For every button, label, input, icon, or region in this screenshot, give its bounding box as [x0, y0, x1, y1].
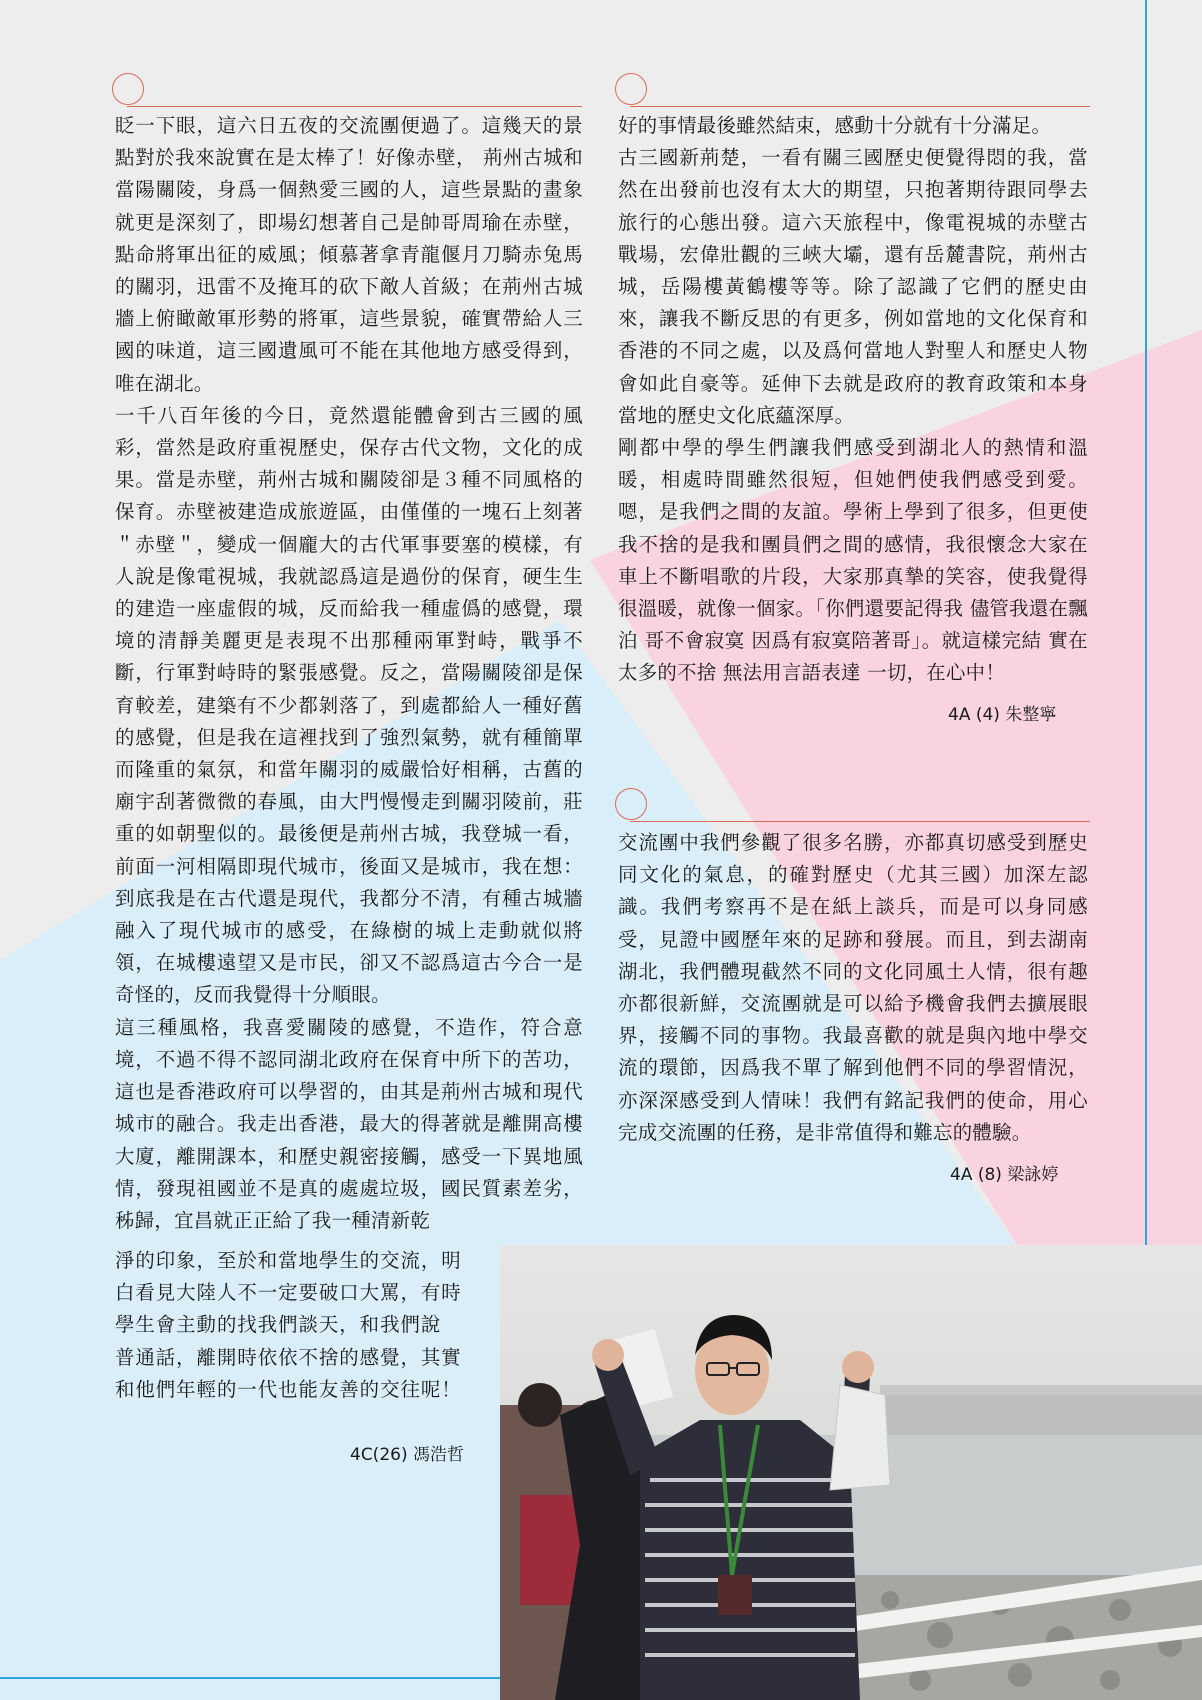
- circle-icon: [615, 788, 647, 820]
- photo-illustration: [500, 1245, 1202, 1700]
- divider-line: [630, 821, 1090, 822]
- article-1-paragraph: 一千八百年後的今日，竟然還能體會到古三國的風彩，當然是政府重視歷史，保存古代文物，文化的成果。當是赤壁，荊州古城和關陵卻是３種不同風格的保育。赤壁被建造成旅遊區，由僅僅的一塊石上刻著＂赤壁＂，變成一個龐大的古代軍事要塞的模樣，有人說是像電視城，我就認爲這是過份的保育，硬生生的建造一座虛假的城，反而給我一種虛僞的感覺，環境的清靜美麗更是表現不出那種兩軍對峙，戰爭不斷，行軍對峙時的緊張感覺。反之，當陽關陵卻是保育較差，建築有不少都剝落了，到處都給人一種好舊的感覺，但是我在這裡找到了強烈氣勢，就有種簡單而隆重的氣氛，和當年關羽的威嚴恰好相稱，古舊的廟宇刮著微微的春風，由大門慢慢走到關羽陵前，莊重的如朝聖似的。最後便是荊州古城，我登城一看，前面一河相隔即現代城市，後面又是城市，我在想：到底我是在古代還是現代，我都分不清，有種古城牆融入了現代城市的感受，在綠樹的城上走動就似將領，在城樓遠望又是市民，卻又不認爲這古今合一是奇怪的，反而我覺得十分順眼。: [115, 403, 583, 1007]
- section-marker-3: [615, 788, 1090, 822]
- article-2: [618, 110, 1088, 690]
- article-1-tail: [115, 1245, 495, 1406]
- article-1-tail-line: 淨的印象，至於和當地學生的交流，明: [115, 1249, 462, 1272]
- divider-line: [630, 106, 1090, 107]
- article-2-paragraph: 好的事情最後雖然結束，感動十分就有十分滿足。: [618, 114, 1052, 137]
- article-1-tail-line: 普通話，離開時依依不捨的感覺，其實: [115, 1345, 462, 1369]
- article-1-tail-line: 和他們年輕的一代也能友善的交往呢！: [115, 1377, 462, 1401]
- vertical-accent-line: [1145, 0, 1147, 1250]
- article-1-paragraph: 這三種風格，我喜愛關陵的感覺，不造作，符合意境，不過不得不認同湖北政府在保育中所下的苦功，這也是香港政府可以學習的，由其是荊州古城和現代城市的融合。我走出香港，最大的得著就是離開高樓大廈，離開課本，和歷史親密接觸，感受一下異地風情，發現祖國並不是真的處處垃圾，國民質素差劣，秭歸，宜昌就正正給了我一種清新乾: [115, 1015, 583, 1232]
- circle-icon: [615, 73, 647, 105]
- section-marker-1: [112, 73, 582, 107]
- section-marker-2: [615, 73, 1090, 107]
- dam-structure: [880, 1395, 1202, 1435]
- article-2-paragraph: 剛都中學的學生們讓我們感受到湖北人的熱情和溫暖，相處時間雖然很短，但她們使我們感受到愛。嗯，是我們之間的友誼。學術上學到了很多，但更使我不捨的是我和團員們之間的感情，我很懷念大家在車上不斷唱歌的片段，大家那真摯的笑容，使我覺得很溫暖，就像一個家。「你們還要記得我 儘管我還在飄泊 哥不會寂寞 因爲有寂寞陪著哥」。就這樣完結 實在太多的不捨 無法用言語表達 一切，在心中！: [618, 436, 1088, 685]
- article-2-paragraph: 古三國新荊楚，一看有關三國歷史便覺得悶的我，當然在出發前也沒有太大的期望，只抱著期待跟同學去旅行的心態出發。這六天旅程中，像電視城的赤壁古戰場，宏偉壯觀的三峽大壩，還有岳麓書院，荊州古城，岳陽樓黃鶴樓等等。除了認識了它們的歷史由來，讓我不斷反思的有更多，例如當地的文化保育和香港的不同之處，以及爲何當地人對聖人和歷史人物會如此自豪等。延伸下去就是政府的教育政策和本身當地的歷史文化底蘊深厚。: [618, 146, 1088, 427]
- student-photo: [500, 1245, 1202, 1700]
- article-3-paragraph: 交流團中我們參觀了很多名勝，亦都真切感受到歷史同文化的氣息，的確對歷史（尤其三國）加深左認識。我們考察再不是在紙上談兵，而是可以身同感受，見證中國歷年來的足跡和發展。而且，到去湖南湖北，我們體現截然不同的文化同風土人情，很有趣亦都很新鮮，交流團就是可以給予機會我們去擴展眼界，接觸不同的事物。我最喜歡的就是與內地中學交流的環節，因爲我不單了解到他們不同的學習情況，亦深深感受到人情味！我們有銘記我們的使命，用心完成交流團的任務，是非常值得和難忘的體驗。: [618, 831, 1088, 1144]
- article-1-tail-line: 白看見大陸人不一定要破口大罵，有時: [115, 1281, 462, 1305]
- bottom-accent-line: [0, 1677, 500, 1679]
- circle-icon: [112, 73, 144, 105]
- article-1-signature: 4C(26) 馮浩哲: [350, 1445, 464, 1465]
- article-3: [618, 827, 1088, 1149]
- article-2-signature: 4A (4) 朱整寧: [948, 705, 1057, 725]
- divider-line: [127, 106, 582, 107]
- article-1-tail-line: 學生會主動的找我們談天，和我們說: [115, 1313, 442, 1337]
- article-1: [115, 110, 583, 1237]
- article-3-signature: 4A (8) 梁詠婷: [950, 1165, 1059, 1185]
- article-1-paragraph: 眨一下眼，這六日五夜的交流團便過了。這幾天的景點對於我來說實在是太棒了！好像赤壁， 荊州古城和當陽關陵，身爲一個熱愛三國的人，這些景點的畫象就更是深刻了，即場幻想著自己是帥哥周瑜在赤壁，點命將軍出征的威風；傾慕著拿青龍偃月刀騎赤兔馬的關羽，迅雷不及掩耳的砍下敵人首級；在荊州古城牆上俯瞰敵軍形勢的將軍，這些景貌，確實帶給人三國的味道，這三國遺風可不能在其他地方感受得到，唯在湖北。: [115, 114, 583, 395]
